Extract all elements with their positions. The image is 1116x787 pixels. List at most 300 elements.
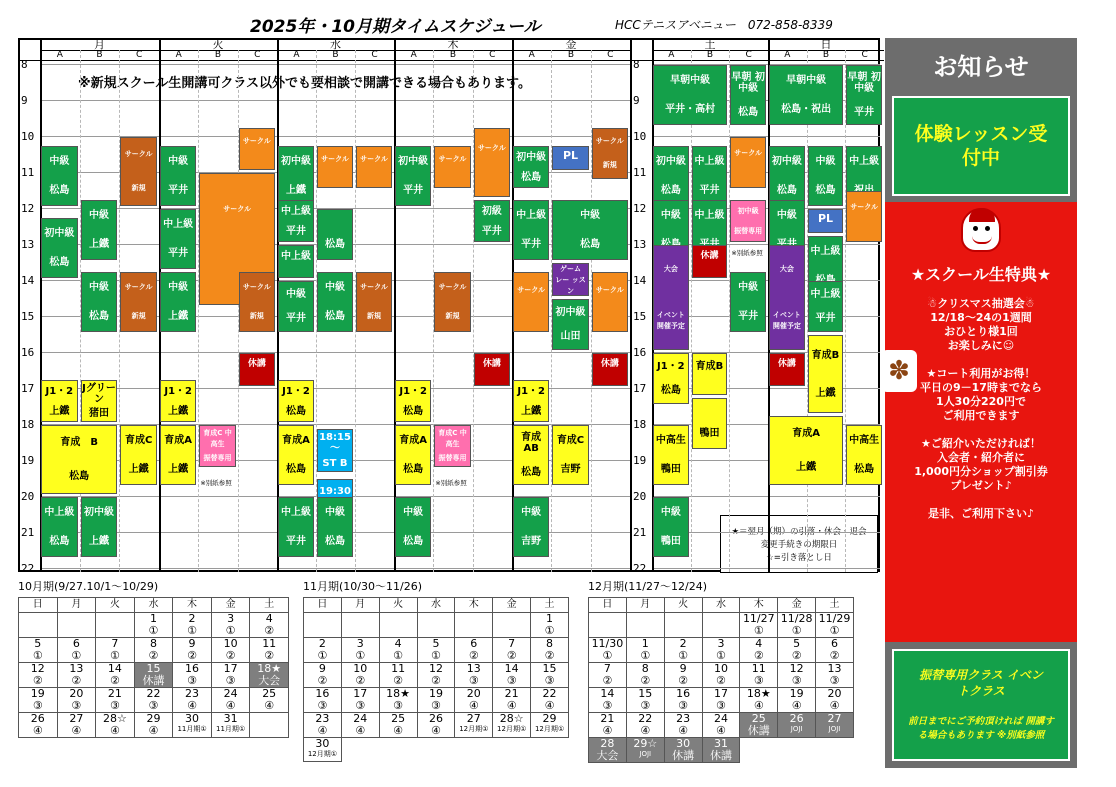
class-block[interactable] (552, 200, 628, 260)
calendar-day (702, 688, 740, 713)
class-block[interactable] (278, 245, 314, 278)
calendar-day (664, 688, 702, 713)
legend-box (720, 515, 878, 573)
day-number: 24 (353, 712, 368, 725)
lesson-week: ④ (753, 699, 764, 712)
class-block[interactable] (41, 380, 78, 422)
calendar-day (778, 613, 816, 638)
benefit-line: プレゼント♪ (950, 479, 1012, 492)
class-block[interactable] (769, 65, 843, 125)
class-level: 初中級 (516, 151, 547, 163)
hour-label: 14 (21, 274, 35, 287)
class-block[interactable] (808, 281, 844, 332)
benefit-line: ご利用できます (942, 409, 1020, 422)
class-block[interactable] (81, 380, 118, 422)
class-level: 中級 (660, 210, 681, 221)
class-level: サークル (223, 204, 252, 213)
day-number: 12 (428, 662, 443, 675)
class-level: 初中級 (83, 507, 114, 518)
calendar-day (589, 688, 627, 713)
calendar-day (173, 688, 212, 713)
class-block[interactable] (278, 200, 314, 242)
class-block[interactable] (769, 416, 843, 485)
weekday-header: 日 (19, 598, 58, 613)
hour-label: 17 (633, 382, 647, 395)
class-block[interactable] (395, 146, 431, 206)
benefit-panel (885, 202, 1077, 642)
class-level: 休講 (700, 251, 719, 261)
court-header: C (489, 50, 496, 60)
hour-label: 15 (21, 310, 35, 323)
day-number: 23 (185, 687, 200, 700)
hour-label: 15 (633, 310, 647, 323)
weekday-header: 月 (341, 598, 379, 613)
lesson-week: ① (678, 649, 689, 662)
class-block[interactable] (395, 425, 431, 485)
day-number: 13 (827, 662, 842, 675)
class-block[interactable] (81, 497, 118, 557)
day-number: 23 (315, 712, 330, 725)
coach-name: 猪田 (88, 408, 109, 420)
coach-name: 新規 (131, 312, 146, 320)
class-block[interactable] (160, 425, 196, 485)
class-block[interactable] (81, 272, 118, 332)
hour-gridline (40, 352, 630, 353)
lesson-week: ② (393, 674, 404, 687)
class-block[interactable] (81, 200, 118, 260)
lesson-week: ③ (32, 699, 43, 712)
lesson-week: ③ (71, 699, 82, 712)
lesson-week: ② (317, 674, 328, 687)
lesson-week: 休講 (142, 674, 165, 687)
class-block[interactable] (769, 353, 805, 386)
header-divider (768, 60, 884, 61)
class-block[interactable] (808, 209, 844, 233)
class-level: J1・2 (164, 385, 192, 397)
day-number: 23 (676, 712, 691, 725)
lesson-week: ④ (431, 724, 441, 737)
lesson-week: ② (148, 649, 159, 662)
coach-name: 平井 (481, 225, 502, 237)
hour-label: 19 (21, 454, 35, 467)
calendar-day (211, 638, 250, 663)
class-block[interactable] (41, 425, 117, 494)
calendar-day (816, 713, 854, 738)
day-number: 24 (713, 712, 728, 725)
weekday-header: 木 (740, 598, 778, 613)
class-block[interactable] (846, 65, 882, 125)
class-level: 初中級 (737, 206, 759, 215)
page-title: 2025年・10月期タイムスケジュール (250, 17, 541, 37)
lesson-week: ③ (225, 674, 236, 687)
day-number: 10 (713, 662, 728, 675)
coach-name: 振替専用 (203, 454, 232, 463)
class-block[interactable] (653, 146, 689, 206)
coach-name: 平井・高村 (665, 104, 716, 115)
court-header: B (449, 50, 457, 60)
class-level: 中上級 (694, 210, 725, 221)
class-level: 育成C (124, 435, 153, 446)
header-divider (18, 60, 40, 61)
class-level: 早朝中級 (670, 75, 711, 86)
class-block[interactable] (513, 497, 549, 557)
class-level: J1・2 (45, 385, 74, 397)
class-block[interactable] (592, 128, 628, 179)
reference-note: ※別紙参照 (435, 479, 467, 487)
class-block[interactable] (160, 209, 196, 269)
coach-name: 平井 (168, 185, 189, 196)
day-number: 15 (542, 662, 557, 675)
class-block[interactable] (278, 425, 314, 485)
hour-label: 8 (633, 58, 640, 71)
lesson-week: ① (716, 649, 726, 662)
day-number: 26 (789, 712, 804, 725)
calendar-day (493, 613, 531, 638)
class-block[interactable] (434, 425, 470, 467)
calendar-day (664, 638, 702, 663)
class-block[interactable] (356, 272, 392, 332)
coach-name: 上鐵 (815, 387, 836, 399)
class-level: サークル (360, 155, 388, 164)
calendar-day (304, 713, 342, 738)
legend-line: 変更手続きの期限日 (760, 540, 838, 550)
class-block[interactable] (239, 272, 275, 332)
class-block[interactable] (41, 218, 78, 278)
hour-gridline (40, 64, 630, 65)
class-block[interactable] (653, 65, 727, 125)
coach-name: 上鐵 (49, 405, 70, 417)
lesson-week: 休講 (709, 749, 732, 762)
trial-panel (885, 90, 1077, 202)
calendar-day (19, 613, 58, 638)
class-block[interactable] (769, 245, 805, 350)
lesson-week: ① (602, 649, 613, 662)
class-block[interactable] (730, 200, 766, 242)
class-block[interactable] (317, 497, 353, 557)
class-level: 中上級 (163, 219, 194, 230)
class-level: J1・2 (657, 360, 685, 372)
class-block[interactable] (120, 425, 157, 485)
coach-name: 鴨田 (699, 427, 720, 439)
calendar-day (531, 613, 569, 638)
class-level: 中級 (49, 156, 70, 167)
coach-name: 上鐵 (521, 405, 542, 417)
class-block[interactable] (120, 272, 157, 332)
class-level: 中級 (88, 210, 109, 221)
class-block[interactable] (808, 335, 844, 413)
court-header: A (293, 50, 300, 60)
lesson-week: ④ (544, 699, 555, 712)
class-block[interactable] (513, 425, 549, 485)
coach-name: 上鐵 (168, 311, 189, 322)
day-number: 9 (188, 637, 196, 650)
class-block[interactable] (552, 299, 588, 350)
class-block[interactable] (846, 425, 882, 485)
class-level: 中級 (815, 156, 836, 167)
lesson-week: ④ (71, 724, 82, 737)
day-number: 31 (223, 712, 238, 725)
lesson-week: ④ (393, 724, 404, 737)
hour-label: 16 (21, 346, 35, 359)
class-block[interactable] (160, 272, 196, 332)
day-number: 19 (789, 687, 804, 700)
class-level: 中高生 (655, 435, 686, 446)
day-number: 25 (262, 687, 277, 700)
hour-label: 18 (21, 418, 35, 431)
class-block[interactable] (653, 497, 689, 557)
day-number: 30 (315, 737, 330, 750)
class-block[interactable] (160, 380, 196, 422)
class-block[interactable] (317, 429, 353, 473)
coach-name: 新規 (131, 183, 146, 192)
class-block[interactable] (278, 497, 314, 557)
lesson-week: ② (678, 674, 689, 687)
class-level: J1・2 (517, 385, 545, 397)
day-header: 土 (704, 38, 716, 51)
lesson-week: ③ (678, 699, 689, 712)
class-level: サークル (124, 283, 153, 291)
lesson-week: ① (187, 624, 197, 637)
class-block[interactable] (769, 146, 805, 206)
calendar-day (379, 713, 417, 738)
day-number: 19 (30, 687, 45, 700)
class-block[interactable] (592, 272, 628, 332)
class-block[interactable] (552, 425, 588, 485)
class-block[interactable] (278, 380, 314, 422)
day-number: 29☆ (633, 737, 658, 750)
calendar-day (96, 613, 135, 638)
class-block[interactable] (592, 353, 628, 386)
hour-label: 13 (21, 238, 35, 251)
class-block[interactable] (730, 272, 766, 332)
coach-name: 平井 (286, 313, 306, 325)
weekday-header: 土 (531, 598, 569, 613)
coach-name: 平井 (521, 239, 542, 250)
coach-name: 松島 (854, 464, 875, 475)
lesson-week: ③ (393, 699, 404, 712)
class-block[interactable] (395, 380, 431, 422)
day-number: 18★ (746, 687, 771, 700)
coach-name: 松島 (580, 239, 601, 250)
day-number: 9 (318, 662, 326, 675)
calendar-day (589, 613, 627, 638)
benefit-line: 平日の9－17時までなら (920, 381, 1042, 394)
class-block[interactable] (513, 272, 549, 332)
day-number: 14 (107, 662, 122, 675)
day-number: 17 (353, 687, 368, 700)
class-block[interactable] (474, 128, 510, 197)
class-block[interactable] (846, 191, 882, 242)
class-level: サークル (360, 283, 388, 291)
calendar-day (626, 713, 664, 738)
header-divider (512, 60, 630, 61)
class-block[interactable] (474, 353, 510, 386)
day-number: 6 (470, 637, 478, 650)
day-number: 25 (751, 712, 766, 725)
class-block[interactable] (474, 200, 510, 242)
class-block[interactable] (434, 146, 470, 188)
calendar-day (626, 638, 664, 663)
coach-name: 松島 (325, 238, 345, 250)
calendar-day (379, 663, 417, 688)
class-block[interactable] (434, 272, 470, 332)
legend-line: ☆=引き落とし日 (766, 553, 832, 563)
class-block[interactable] (41, 497, 78, 557)
weekday-header: 土 (816, 598, 854, 613)
coach-name: 上鐵 (796, 461, 817, 473)
class-block[interactable] (513, 200, 549, 260)
coach-name: イベント 開催予定 (656, 310, 685, 330)
calendar-day (493, 638, 531, 663)
class-block[interactable] (160, 146, 196, 206)
day-header: 木 (447, 38, 459, 51)
calendar-day (173, 638, 212, 663)
lesson-week: ③ (640, 699, 651, 712)
calendar-day (626, 613, 664, 638)
lesson-week: ④ (355, 724, 366, 737)
day-number: 5 (432, 637, 440, 650)
day-number: 8 (641, 662, 649, 675)
notice-banner: ※新規スクール生開講可クラス以外でも要相談で開講できる場合もあります。 (78, 72, 531, 91)
coach-name: 松島 (403, 405, 424, 417)
weekday-header: 火 (96, 598, 135, 613)
day-number: 7 (111, 637, 119, 650)
class-level: 中級 (168, 282, 189, 293)
day-number: 27 (466, 712, 481, 725)
lesson-week: ③ (829, 674, 840, 687)
day-number: 1 (546, 612, 554, 625)
calendar-day (379, 688, 417, 713)
calendar-day (664, 613, 702, 638)
hour-label: 9 (633, 94, 640, 107)
benefit-list (914, 297, 1048, 521)
class-block[interactable] (552, 146, 588, 170)
class-block[interactable] (317, 272, 353, 332)
class-block[interactable] (692, 398, 728, 449)
coach-name: 松島 (521, 466, 542, 478)
class-block[interactable] (41, 146, 78, 206)
calendar-day (702, 713, 740, 738)
benefit-line: ☃クリスマス抽選会☃ (927, 297, 1035, 310)
class-block[interactable] (199, 425, 235, 467)
class-level: 休講 (777, 359, 796, 369)
class-level: 中上級 (810, 246, 841, 257)
coach-name: 平井 (815, 313, 836, 325)
lesson-week: ① (791, 624, 802, 637)
class-block[interactable] (278, 281, 314, 332)
day-number: 11/30 (591, 637, 624, 650)
hour-label: 11 (633, 166, 647, 179)
day-number: 24 (223, 687, 238, 700)
class-level: 育成A (399, 435, 428, 446)
lesson-week: ③ (716, 699, 726, 712)
class-level: 中上級 (849, 156, 880, 167)
class-block[interactable] (653, 425, 689, 485)
weekday-header: 月 (626, 598, 664, 613)
court-header: C (745, 50, 752, 60)
class-block[interactable] (317, 146, 353, 188)
class-level: 19:30 (319, 485, 351, 497)
class-level: 早朝 初中級 (847, 72, 881, 95)
class-block[interactable] (653, 353, 689, 404)
calendar-day (493, 713, 531, 738)
coach-name: 新規 (249, 312, 264, 320)
calendar-day (531, 663, 569, 688)
month-calendar (588, 597, 854, 763)
benefit-line: 1,000円分ショップ割引券 (914, 465, 1048, 478)
class-level: 初中級 (281, 156, 311, 167)
lesson-week: ② (506, 649, 517, 662)
class-block[interactable] (513, 146, 549, 188)
class-block[interactable] (808, 146, 844, 206)
calendar-day (341, 613, 379, 638)
weekday-header: 水 (417, 598, 455, 613)
lesson-week: ② (32, 674, 43, 687)
benefit-line: 入会者・紹介者に (936, 451, 1025, 464)
class-block[interactable] (692, 353, 728, 395)
class-level: 中級 (580, 210, 601, 221)
coach-name: 松島 (49, 185, 70, 196)
class-block[interactable] (120, 137, 157, 206)
weekday-header: 金 (778, 598, 816, 613)
class-block[interactable] (395, 497, 431, 557)
lesson-week: 12月期① (307, 750, 338, 758)
class-block[interactable] (730, 137, 766, 188)
calendar-day (417, 638, 455, 663)
coach-name: 新規 (602, 161, 617, 170)
class-block[interactable] (653, 245, 689, 350)
class-block[interactable] (278, 146, 314, 206)
day-number: 7 (603, 662, 611, 675)
day-number: 21 (504, 687, 519, 700)
day-number: 31 (713, 737, 728, 750)
class-block[interactable] (317, 209, 353, 260)
class-block[interactable] (692, 146, 728, 206)
class-block[interactable] (239, 353, 275, 386)
bottom-panel (885, 642, 1077, 768)
class-level: 中上級 (810, 288, 841, 300)
weekday-header: 火 (664, 598, 702, 613)
header-divider (630, 60, 652, 61)
calendar-day (455, 688, 493, 713)
calendar-day (96, 638, 135, 663)
day-number: 15 (638, 687, 653, 700)
calendar-day (626, 738, 664, 763)
calendar-day (740, 613, 778, 638)
class-level: 育成C 中高生 (438, 428, 467, 448)
class-block[interactable] (730, 65, 766, 125)
class-block[interactable] (552, 263, 588, 296)
lesson-week: 12月期① (497, 725, 527, 733)
lesson-week: ② (753, 649, 764, 662)
calendar-day (134, 688, 173, 713)
class-block[interactable] (692, 245, 728, 278)
coach-name: 振替専用 (734, 226, 763, 235)
coach-name: 上鐵 (128, 464, 149, 475)
class-block[interactable] (356, 146, 392, 188)
class-level: 中級 (88, 282, 109, 293)
class-level: 中級 (286, 288, 306, 300)
class-block[interactable] (513, 380, 549, 422)
class-level: 中級 (168, 156, 189, 167)
class-level: 育成B (811, 349, 840, 361)
day-number: 8 (546, 637, 554, 650)
lesson-week: ① (393, 649, 404, 662)
class-block[interactable] (239, 128, 275, 170)
calendar-day (57, 638, 96, 663)
day-number: 6 (831, 637, 839, 650)
class-level: サークル (438, 155, 467, 164)
